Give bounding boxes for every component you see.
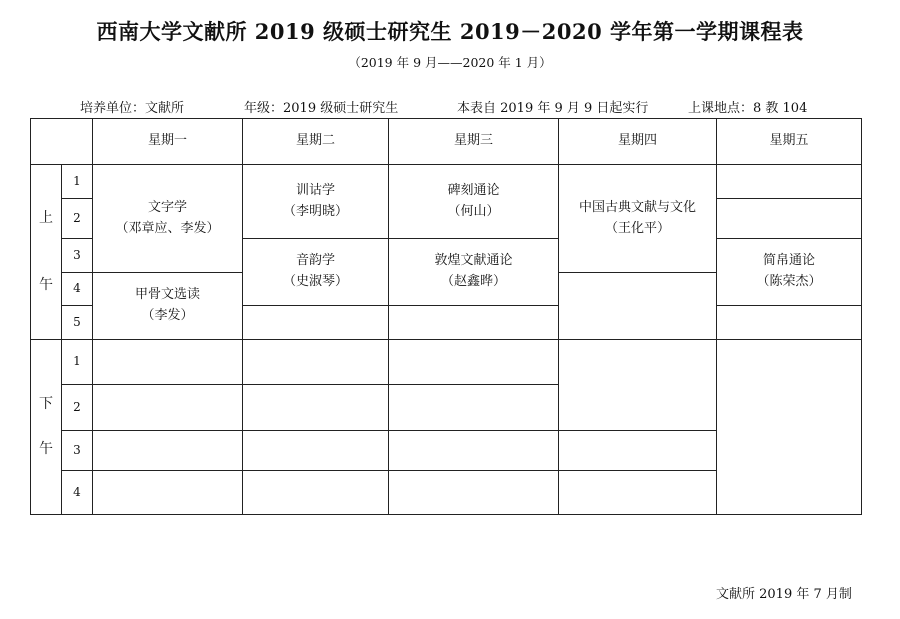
course-cell-wenzixue (93, 165, 243, 273)
afternoon-label: 下 午 (31, 340, 62, 515)
course-teacher: （陈荣杰） (756, 274, 822, 289)
course-cell-beike (389, 165, 559, 239)
empty-cell (559, 471, 717, 515)
header-row (31, 119, 862, 165)
period-number: 1 (62, 165, 93, 199)
period-number: 2 (62, 199, 93, 239)
period-number: 1 (62, 340, 93, 385)
info-grade: 年级：2019 级硕士研究生 (244, 101, 399, 116)
empty-cell (93, 340, 243, 385)
period-number: 3 (62, 239, 93, 273)
day-header-tuesday: 星期二 (243, 119, 389, 165)
course-teacher: （李发） (141, 308, 194, 323)
table-row (31, 165, 862, 199)
empty-cell (717, 306, 862, 340)
course-teacher: （赵鑫晔） (440, 274, 506, 289)
period-number: 3 (62, 431, 93, 471)
empty-cell (93, 431, 243, 471)
empty-cell (243, 431, 389, 471)
day-header-thursday: 星期四 (559, 119, 717, 165)
morning-label: 上 午 (31, 165, 62, 340)
course-name: 简帛通论 (762, 253, 815, 269)
footer-note: 文献所 2019 年 7 月制 (716, 587, 852, 602)
course-cell-jiaguwen (93, 273, 243, 340)
empty-cell (717, 165, 862, 199)
course-name: 敦煌文献通论 (434, 253, 513, 269)
empty-cell (717, 340, 862, 515)
info-start-date: 本表自 2019 年 9 月 9 日起实行 (457, 101, 649, 116)
empty-cell (389, 431, 559, 471)
course-teacher: （邓章应、李发） (115, 220, 220, 236)
info-location: 上课地点：8 教 104 (688, 101, 808, 116)
schedule-table (30, 118, 862, 515)
period-number: 2 (62, 385, 93, 431)
day-header-monday: 星期一 (93, 119, 243, 165)
course-cell-dunhuang (389, 239, 559, 306)
course-teacher: （王化平） (604, 220, 670, 236)
day-header-wednesday: 星期三 (389, 119, 559, 165)
course-name: 音韵学 (295, 253, 335, 269)
empty-cell (243, 471, 389, 515)
course-cell-zhongguo (559, 165, 717, 273)
empty-cell (389, 471, 559, 515)
course-teacher: （史淑琴） (282, 274, 348, 289)
empty-cell (389, 340, 559, 385)
info-unit: 培养单位：文献所 (80, 101, 185, 116)
empty-cell (717, 199, 862, 239)
course-name: 中国古典文献与文化 (578, 199, 696, 215)
empty-cell (559, 273, 717, 340)
empty-cell (243, 306, 389, 340)
course-name: 碑刻通论 (447, 182, 500, 198)
course-cell-yinyun (243, 239, 389, 306)
empty-cell (559, 340, 717, 431)
empty-cell (93, 385, 243, 431)
course-teacher: （何山） (447, 203, 500, 219)
period-number: 4 (62, 273, 93, 306)
course-name: 甲骨文选读 (134, 287, 200, 303)
course-name: 文字学 (147, 199, 187, 215)
corner-cell (31, 119, 93, 165)
period-number: 4 (62, 471, 93, 515)
empty-cell (559, 431, 717, 471)
schedule-period: （2019 年 9 月——2020 年 1 月） (348, 55, 552, 70)
course-cell-xungu (243, 165, 389, 239)
empty-cell (93, 471, 243, 515)
course-teacher: （李明晓） (282, 203, 348, 219)
course-name: 训诂学 (295, 182, 335, 198)
empty-cell (389, 385, 559, 431)
table-row (31, 340, 862, 385)
schedule-title: 西南大学文献所 2019 级硕士研究生 2019－2020 学年第一学期课程表 (96, 19, 804, 44)
empty-cell (243, 385, 389, 431)
empty-cell (389, 306, 559, 340)
empty-cell (243, 340, 389, 385)
day-header-friday: 星期五 (717, 119, 862, 165)
course-cell-jianbo (717, 239, 862, 306)
period-number: 5 (62, 306, 93, 340)
